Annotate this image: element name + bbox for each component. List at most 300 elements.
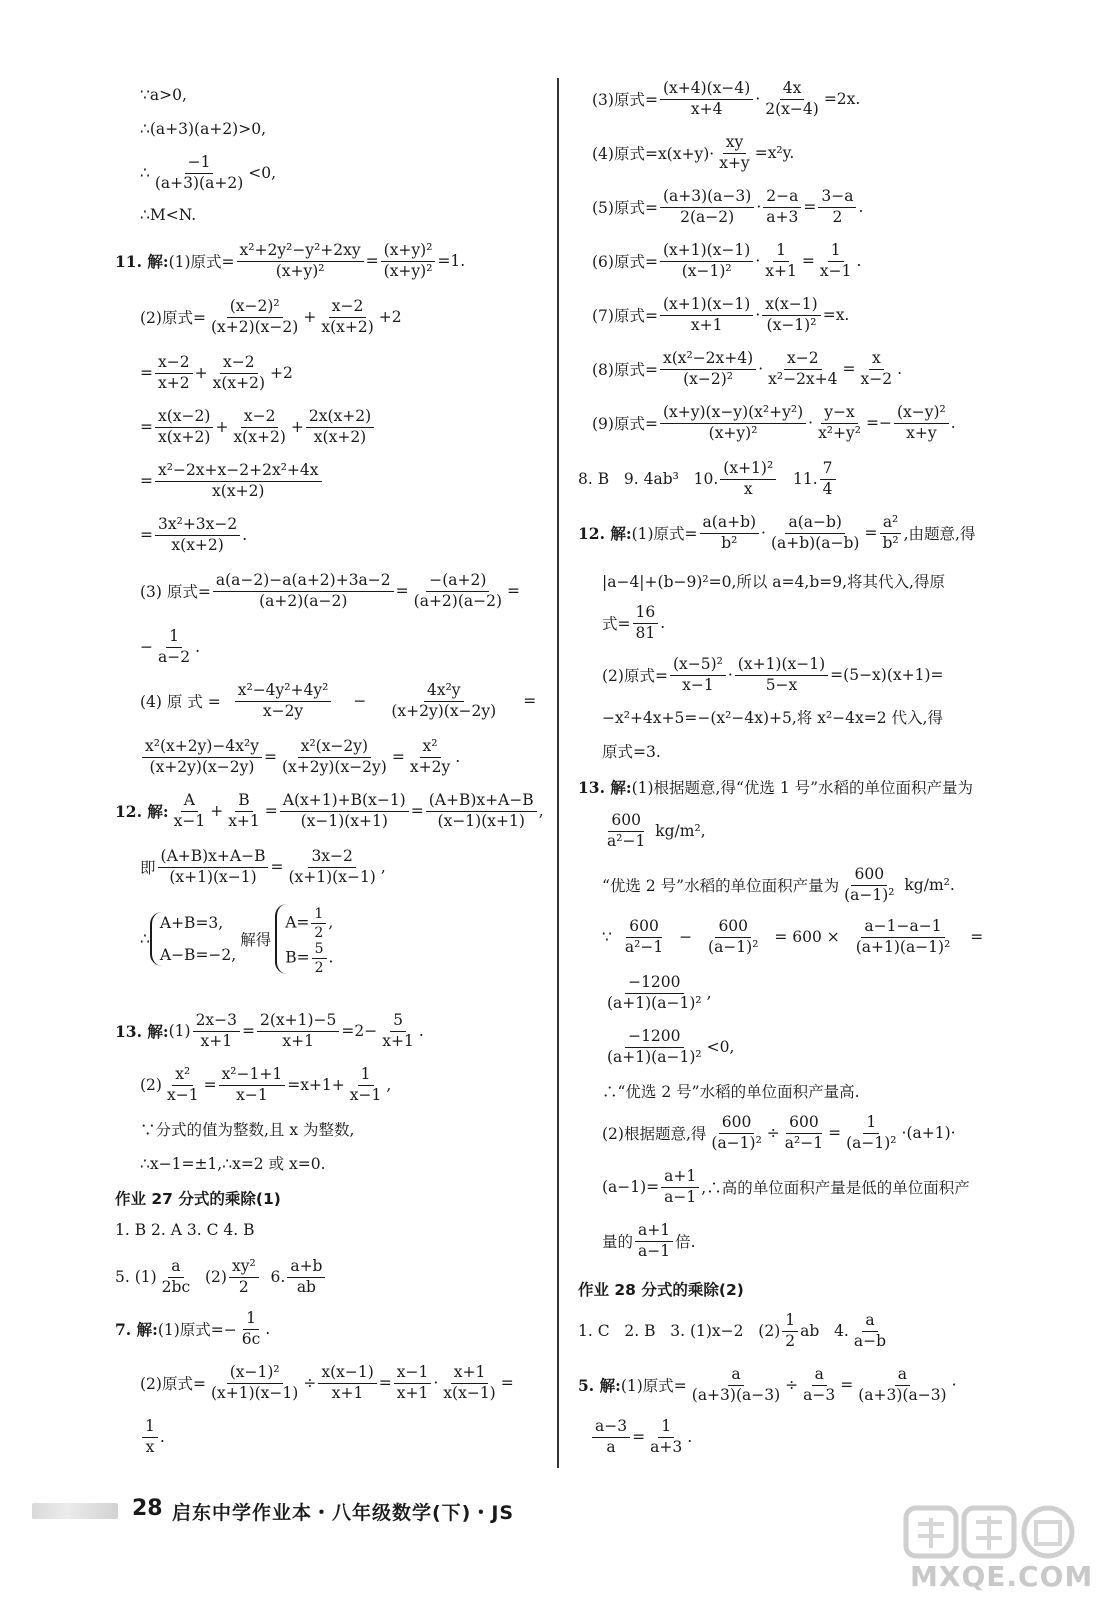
- fraction: [381, 242, 436, 281]
- answer-line: [592, 134, 794, 173]
- equation-step: [140, 1418, 165, 1457]
- fraction: [347, 1066, 385, 1105]
- fraction: [388, 682, 499, 721]
- denominator: ab: [296, 1277, 316, 1296]
- numerator: xy: [723, 134, 747, 154]
- equation: [285, 941, 333, 976]
- numerator: a: [895, 1366, 910, 1386]
- text: =: [264, 802, 278, 821]
- question-11-part-2: [140, 298, 402, 337]
- fraction: [312, 941, 327, 976]
- numerator: a−1−a−1: [861, 918, 944, 938]
- denominator: x+2y: [409, 757, 451, 776]
- text: ÷: [785, 1376, 799, 1395]
- denominator: a+3: [650, 1437, 683, 1456]
- numerator: −1: [185, 154, 214, 174]
- fraction: [763, 188, 801, 227]
- text: =: [378, 1374, 392, 1393]
- text: =−: [865, 414, 892, 433]
- text: kg/m².: [899, 876, 955, 895]
- numerator: (x−2)²: [227, 298, 283, 318]
- equation: A−B=−2,: [159, 946, 237, 964]
- fraction: [604, 812, 648, 851]
- text: =1.: [437, 252, 466, 271]
- fraction: [622, 918, 666, 957]
- fraction: [159, 1258, 193, 1297]
- fraction: [171, 792, 209, 831]
- denominator: b²: [882, 533, 899, 552]
- fraction: [193, 1012, 240, 1051]
- text: =: [828, 1124, 842, 1143]
- fraction: [851, 1312, 889, 1351]
- denominator: (x−1)²: [766, 315, 817, 334]
- numerator: 1: [828, 242, 844, 262]
- fraction: [210, 354, 268, 393]
- text: .: [858, 198, 864, 217]
- text: (2)原式=: [602, 667, 668, 686]
- fraction: [257, 1012, 339, 1051]
- numerator: 1: [311, 906, 326, 924]
- text: (3) 原式=: [140, 583, 211, 602]
- equation-step: [602, 1222, 696, 1261]
- fraction: [817, 242, 855, 281]
- denominator: a: [606, 1437, 616, 1456]
- fraction: [716, 134, 753, 173]
- section-title-hw28: 作业 28 分式的乘除(2): [578, 1281, 744, 1299]
- text: =: [864, 524, 878, 543]
- denominator: x+1: [765, 261, 797, 280]
- denominator: (x−1)²: [681, 261, 732, 280]
- question-label: 13. 解:: [115, 1022, 169, 1042]
- fraction: [155, 516, 240, 555]
- text: (3)原式=: [592, 91, 658, 110]
- fraction: [318, 298, 376, 337]
- text: =: [840, 1376, 854, 1395]
- text: 6.: [260, 1268, 286, 1287]
- denominator: 2: [832, 207, 843, 226]
- text-line: ∴x−1=±1,∴x=2 或 x=0.: [140, 1155, 326, 1173]
- fraction: [225, 792, 263, 831]
- text: ·: [756, 198, 762, 217]
- denominator: x(x+2): [321, 317, 374, 336]
- denominator: (a−1)²: [846, 1133, 897, 1152]
- fraction: [708, 1114, 764, 1153]
- numerator: a: [728, 1366, 743, 1386]
- numerator: 1: [243, 1310, 259, 1330]
- text: B=: [285, 948, 310, 967]
- denominator: (a+1)(a−1)²: [607, 993, 702, 1012]
- text-line: ∵a>0,: [140, 86, 187, 104]
- equation-system: [140, 904, 337, 977]
- text: 式=: [602, 615, 631, 634]
- denominator: a+3: [766, 207, 799, 226]
- denominator: x−1: [819, 261, 852, 280]
- text: =: [523, 692, 537, 711]
- denominator: x(x+2): [233, 427, 286, 446]
- fraction: [689, 1366, 783, 1405]
- footer-decoration-bar: [32, 1503, 118, 1519]
- text: 量的: [602, 1233, 634, 1252]
- denominator: x(x+2): [158, 427, 211, 446]
- fraction: [285, 848, 378, 887]
- fraction: [164, 1066, 202, 1105]
- equation-step: [140, 462, 324, 501]
- fraction: [855, 1366, 949, 1405]
- denominator: (x+2y)(x−2y): [391, 701, 497, 720]
- answer-line: [578, 460, 838, 499]
- numerator: (x−y)²: [894, 404, 949, 424]
- denominator: (a−1)²: [711, 1133, 762, 1152]
- numerator: x(x−1): [762, 296, 820, 316]
- fraction: [705, 918, 761, 957]
- numerator: 600: [786, 1114, 822, 1134]
- text-line: 原式=3.: [602, 743, 661, 761]
- denominator: (a+3)(a−3): [858, 1385, 947, 1404]
- denominator: a−b: [853, 1331, 887, 1350]
- text: =: [365, 252, 379, 271]
- fraction: [230, 408, 288, 447]
- fraction: [762, 296, 820, 335]
- denominator: x(x+2): [212, 373, 266, 392]
- numerator: −1200: [625, 974, 683, 994]
- fraction: [287, 1258, 325, 1297]
- text: kg/m²,: [650, 822, 706, 841]
- fraction: [768, 514, 863, 553]
- numerator: x²+2y²−y²+2xy: [237, 242, 364, 262]
- equation-step: [140, 628, 200, 667]
- numerator: 7: [820, 460, 836, 480]
- text: .: [242, 526, 248, 545]
- fraction: [633, 604, 659, 643]
- denominator: 6c: [241, 1329, 261, 1348]
- fraction: [411, 572, 505, 611]
- text: (8)原式=: [592, 361, 658, 380]
- text: ·: [755, 306, 761, 325]
- text: ·: [433, 1374, 439, 1393]
- numerator: (x+1)(x−1): [660, 296, 753, 316]
- fraction: [660, 296, 753, 335]
- denominator: x²+y²: [818, 423, 861, 442]
- denominator: x+1: [331, 1383, 364, 1402]
- text: =: [410, 802, 424, 821]
- numerator: 2x−3: [193, 1012, 240, 1032]
- text: .: [950, 414, 956, 433]
- denominator: (a+3)(a−3): [691, 1385, 781, 1404]
- denominator: x(x+2): [171, 535, 224, 554]
- fraction: [762, 242, 800, 281]
- numerator: (A+B)x+A−B: [158, 848, 269, 868]
- fraction: [660, 80, 753, 119]
- fraction: [660, 404, 806, 443]
- denominator: x+1: [396, 1383, 429, 1402]
- numerator: y−x: [821, 404, 858, 424]
- numerator: 3x²+3x−2: [155, 516, 240, 536]
- fraction: [700, 514, 760, 553]
- text: (6)原式=: [592, 253, 658, 272]
- numerator: −(a+2): [426, 572, 489, 592]
- fraction: [311, 906, 326, 941]
- denominator: (x+2y)(x−2y): [149, 757, 255, 776]
- denominator: x+1: [690, 315, 723, 334]
- denominator: x(x−1): [443, 1383, 496, 1402]
- text: .: [418, 1022, 424, 1041]
- numerator: A: [181, 792, 198, 812]
- denominator: x+1: [282, 1031, 315, 1050]
- question-7-part-2: [140, 1364, 514, 1403]
- answer-line: [115, 1258, 327, 1297]
- denominator: a²−1: [624, 937, 664, 956]
- denominator: (x−1)(x+1): [437, 811, 525, 830]
- denominator: a−2: [158, 647, 191, 666]
- fraction: [604, 974, 705, 1013]
- equation: A+B=3,: [159, 914, 224, 932]
- text: ab 4.: [800, 1322, 849, 1341]
- text: <0,: [248, 164, 277, 183]
- text: ,: [380, 858, 386, 877]
- numerator: x²: [420, 738, 441, 758]
- text: (2): [140, 1076, 162, 1095]
- fraction: [720, 460, 776, 499]
- equation-step: [140, 408, 376, 447]
- numerator: x−1: [394, 1364, 432, 1384]
- question-5-part-1: [578, 1366, 957, 1405]
- text: =: [203, 1076, 217, 1095]
- fraction: [604, 1028, 705, 1067]
- equation: [285, 906, 333, 941]
- fraction: [213, 572, 394, 611]
- text-line: [140, 154, 276, 193]
- text: (1)原式=: [620, 1377, 687, 1396]
- denominator: x−1: [236, 1085, 268, 1104]
- equation-step: [590, 1418, 692, 1457]
- text: =: [801, 252, 815, 271]
- text-line: ∴(a+3)(a+2)>0,: [140, 120, 267, 138]
- text: ·: [951, 1376, 957, 1395]
- numerator: a+1: [635, 1222, 673, 1242]
- denominator: x−2y: [262, 701, 304, 720]
- denominator: (a+2)(a−2): [413, 591, 503, 610]
- text: (1)原式=: [631, 525, 698, 544]
- text: ·(a+1)·: [901, 1124, 956, 1143]
- equation-step: [140, 848, 386, 887]
- equation-step: [602, 974, 712, 1013]
- numerator: x−2: [220, 354, 258, 374]
- question-label: 12. 解:: [115, 802, 169, 822]
- denominator: x+1: [382, 1031, 414, 1050]
- text: (2): [195, 1268, 227, 1287]
- equation-step: [140, 516, 247, 555]
- question-label: 7. 解:: [115, 1320, 158, 1340]
- text: −: [674, 928, 698, 947]
- numerator: 1: [358, 1066, 374, 1086]
- denominator: a−3: [803, 1385, 836, 1404]
- fraction: [660, 188, 754, 227]
- numerator: (x+4)(x−4): [660, 80, 753, 100]
- page-number: 28: [132, 1496, 163, 1521]
- fraction: [853, 918, 954, 957]
- denominator: 2(a−2): [680, 207, 735, 226]
- denominator: 2: [314, 925, 324, 942]
- denominator: x+y: [906, 423, 937, 442]
- denominator: x−1: [166, 1085, 199, 1104]
- text: (1)原式=−: [157, 1321, 237, 1340]
- fraction: [820, 460, 836, 499]
- fraction: [208, 1364, 301, 1403]
- denominator: 81: [635, 623, 656, 642]
- denominator: x: [743, 479, 753, 498]
- denominator: (a+3)(a+2): [154, 173, 244, 192]
- text: (4) 原 式 =: [140, 693, 221, 712]
- brace-system: [275, 904, 334, 977]
- numerator: a: [862, 1312, 877, 1332]
- question-12-part-1: [578, 514, 975, 553]
- equation-step: [602, 1168, 970, 1207]
- text: 倍.: [675, 1233, 696, 1252]
- denominator: x+y: [719, 153, 750, 172]
- numerator: (x+1)(x−1): [660, 242, 753, 262]
- numerator: 1: [658, 1418, 674, 1438]
- text-line: ∴“优选 2 号”水稻的单位面积产量高.: [602, 1083, 860, 1101]
- text: ∴: [140, 164, 150, 183]
- fraction: [841, 866, 897, 905]
- fraction: [155, 408, 213, 447]
- question-11-part-3: [140, 572, 520, 611]
- numerator: 1: [166, 628, 182, 648]
- numerator: 2−a: [763, 188, 801, 208]
- answer-line: [578, 1312, 891, 1351]
- denominator: x(x+2): [313, 427, 367, 446]
- text: A=: [285, 913, 310, 932]
- numerator: a: [812, 1366, 827, 1386]
- denominator: x+1: [200, 1031, 233, 1050]
- denominator: (a−1)²: [708, 937, 759, 956]
- fraction: [800, 1366, 838, 1405]
- text: =: [140, 526, 153, 545]
- numerator: a−3: [592, 1418, 630, 1438]
- fraction: [219, 1066, 286, 1105]
- text: ,: [706, 984, 712, 1003]
- watermark-text: MXQE.COM: [910, 1560, 1094, 1593]
- question-13-part-1: [115, 1012, 424, 1051]
- numerator: x(x²−2x+4): [660, 350, 756, 370]
- question-13-part-2: [602, 1114, 956, 1153]
- text: =: [842, 360, 856, 379]
- fraction: [735, 656, 828, 695]
- numerator: x−2: [784, 350, 822, 370]
- denominator: (x−1)(x+1): [300, 811, 388, 830]
- denominator: a−1: [638, 1241, 671, 1260]
- fraction: [660, 350, 756, 389]
- text: (9)原式=: [592, 415, 658, 434]
- text: 1. C 2. B 3. (1)x−2 (2): [578, 1322, 781, 1341]
- text: (1): [168, 1022, 191, 1041]
- answer-line: [592, 80, 860, 119]
- text: =x.: [822, 306, 850, 325]
- text: .: [687, 1428, 693, 1447]
- text: .: [328, 948, 334, 967]
- numerator: B: [235, 792, 252, 812]
- denominator: a−1: [664, 1187, 697, 1206]
- fraction: [208, 298, 301, 337]
- text: 即: [140, 859, 156, 878]
- denominator: (x+y)²: [708, 423, 758, 442]
- numerator: x²−1+1: [219, 1066, 286, 1086]
- text: 5. (1): [115, 1268, 157, 1287]
- text: +2: [270, 364, 293, 383]
- denominator: (x+1)(x−1): [288, 867, 376, 886]
- denominator: (a+2)(a−2): [259, 591, 348, 610]
- denominator: x−2: [860, 369, 893, 388]
- denominator: (x+y)²: [275, 261, 325, 280]
- text: +: [215, 418, 229, 437]
- numerator: 1: [773, 242, 789, 262]
- fraction: [280, 792, 409, 831]
- question-label: 12. 解:: [578, 524, 632, 544]
- numerator: a+b: [287, 1258, 325, 1278]
- text: 解得: [240, 931, 272, 949]
- fraction: [279, 738, 390, 777]
- numerator: x−2: [329, 298, 367, 318]
- watermark-logo-icon: [902, 1504, 1078, 1564]
- fraction: [142, 1418, 158, 1457]
- brace-system: [150, 912, 236, 966]
- question-label: 5. 解:: [578, 1376, 621, 1396]
- text: =(5−x)(x+1)=: [830, 666, 944, 685]
- numerator: a(a−2)−a(a+2)+3a−2: [213, 572, 394, 592]
- fraction: [782, 1312, 798, 1351]
- denominator: (a−1)²: [844, 885, 895, 904]
- text: =2−: [341, 1022, 378, 1041]
- numerator: 4x²y: [424, 682, 464, 702]
- text-line: 1. B 2. A 3. C 4. B: [115, 1221, 255, 1239]
- numerator: x(x−2): [155, 408, 213, 428]
- text-line: ∴M<N.: [140, 206, 197, 224]
- fraction: [843, 1114, 899, 1153]
- question-label: 11. 解:: [115, 252, 169, 272]
- numerator: 1: [782, 1312, 798, 1332]
- fraction: [635, 1222, 673, 1261]
- text: +: [290, 418, 304, 437]
- text: =: [140, 418, 153, 437]
- question-12: [115, 792, 544, 831]
- denominator: (a+1)(a−1)²: [855, 937, 951, 956]
- answer-line: [592, 188, 863, 227]
- fraction: [306, 408, 374, 447]
- answer-line: [592, 296, 849, 335]
- text: +: [303, 308, 317, 327]
- numerator: 2(x+1)−5: [257, 1012, 339, 1032]
- denominator: a²−1: [607, 831, 646, 850]
- text: −: [140, 638, 153, 657]
- text: ,: [328, 913, 334, 932]
- numerator: x−2: [155, 354, 193, 374]
- text: ,由题意,得: [903, 525, 976, 544]
- fraction: [155, 354, 193, 393]
- text: (5)原式=: [592, 199, 658, 218]
- fraction: [142, 738, 262, 777]
- text: .: [455, 748, 461, 767]
- text: ·: [761, 524, 766, 543]
- numerator: 4x: [780, 80, 805, 100]
- fraction: [155, 628, 193, 667]
- text-line: −x²+4x+5=−(x²−4x)+5,将 x²−4x=2 代入,得: [602, 709, 943, 727]
- denominator: a²−1: [784, 1133, 824, 1152]
- text: .: [159, 1428, 165, 1447]
- fraction: [879, 514, 901, 553]
- question-13-part-2: [140, 1066, 391, 1105]
- text: <0,: [706, 1038, 735, 1057]
- fraction: [239, 1310, 264, 1349]
